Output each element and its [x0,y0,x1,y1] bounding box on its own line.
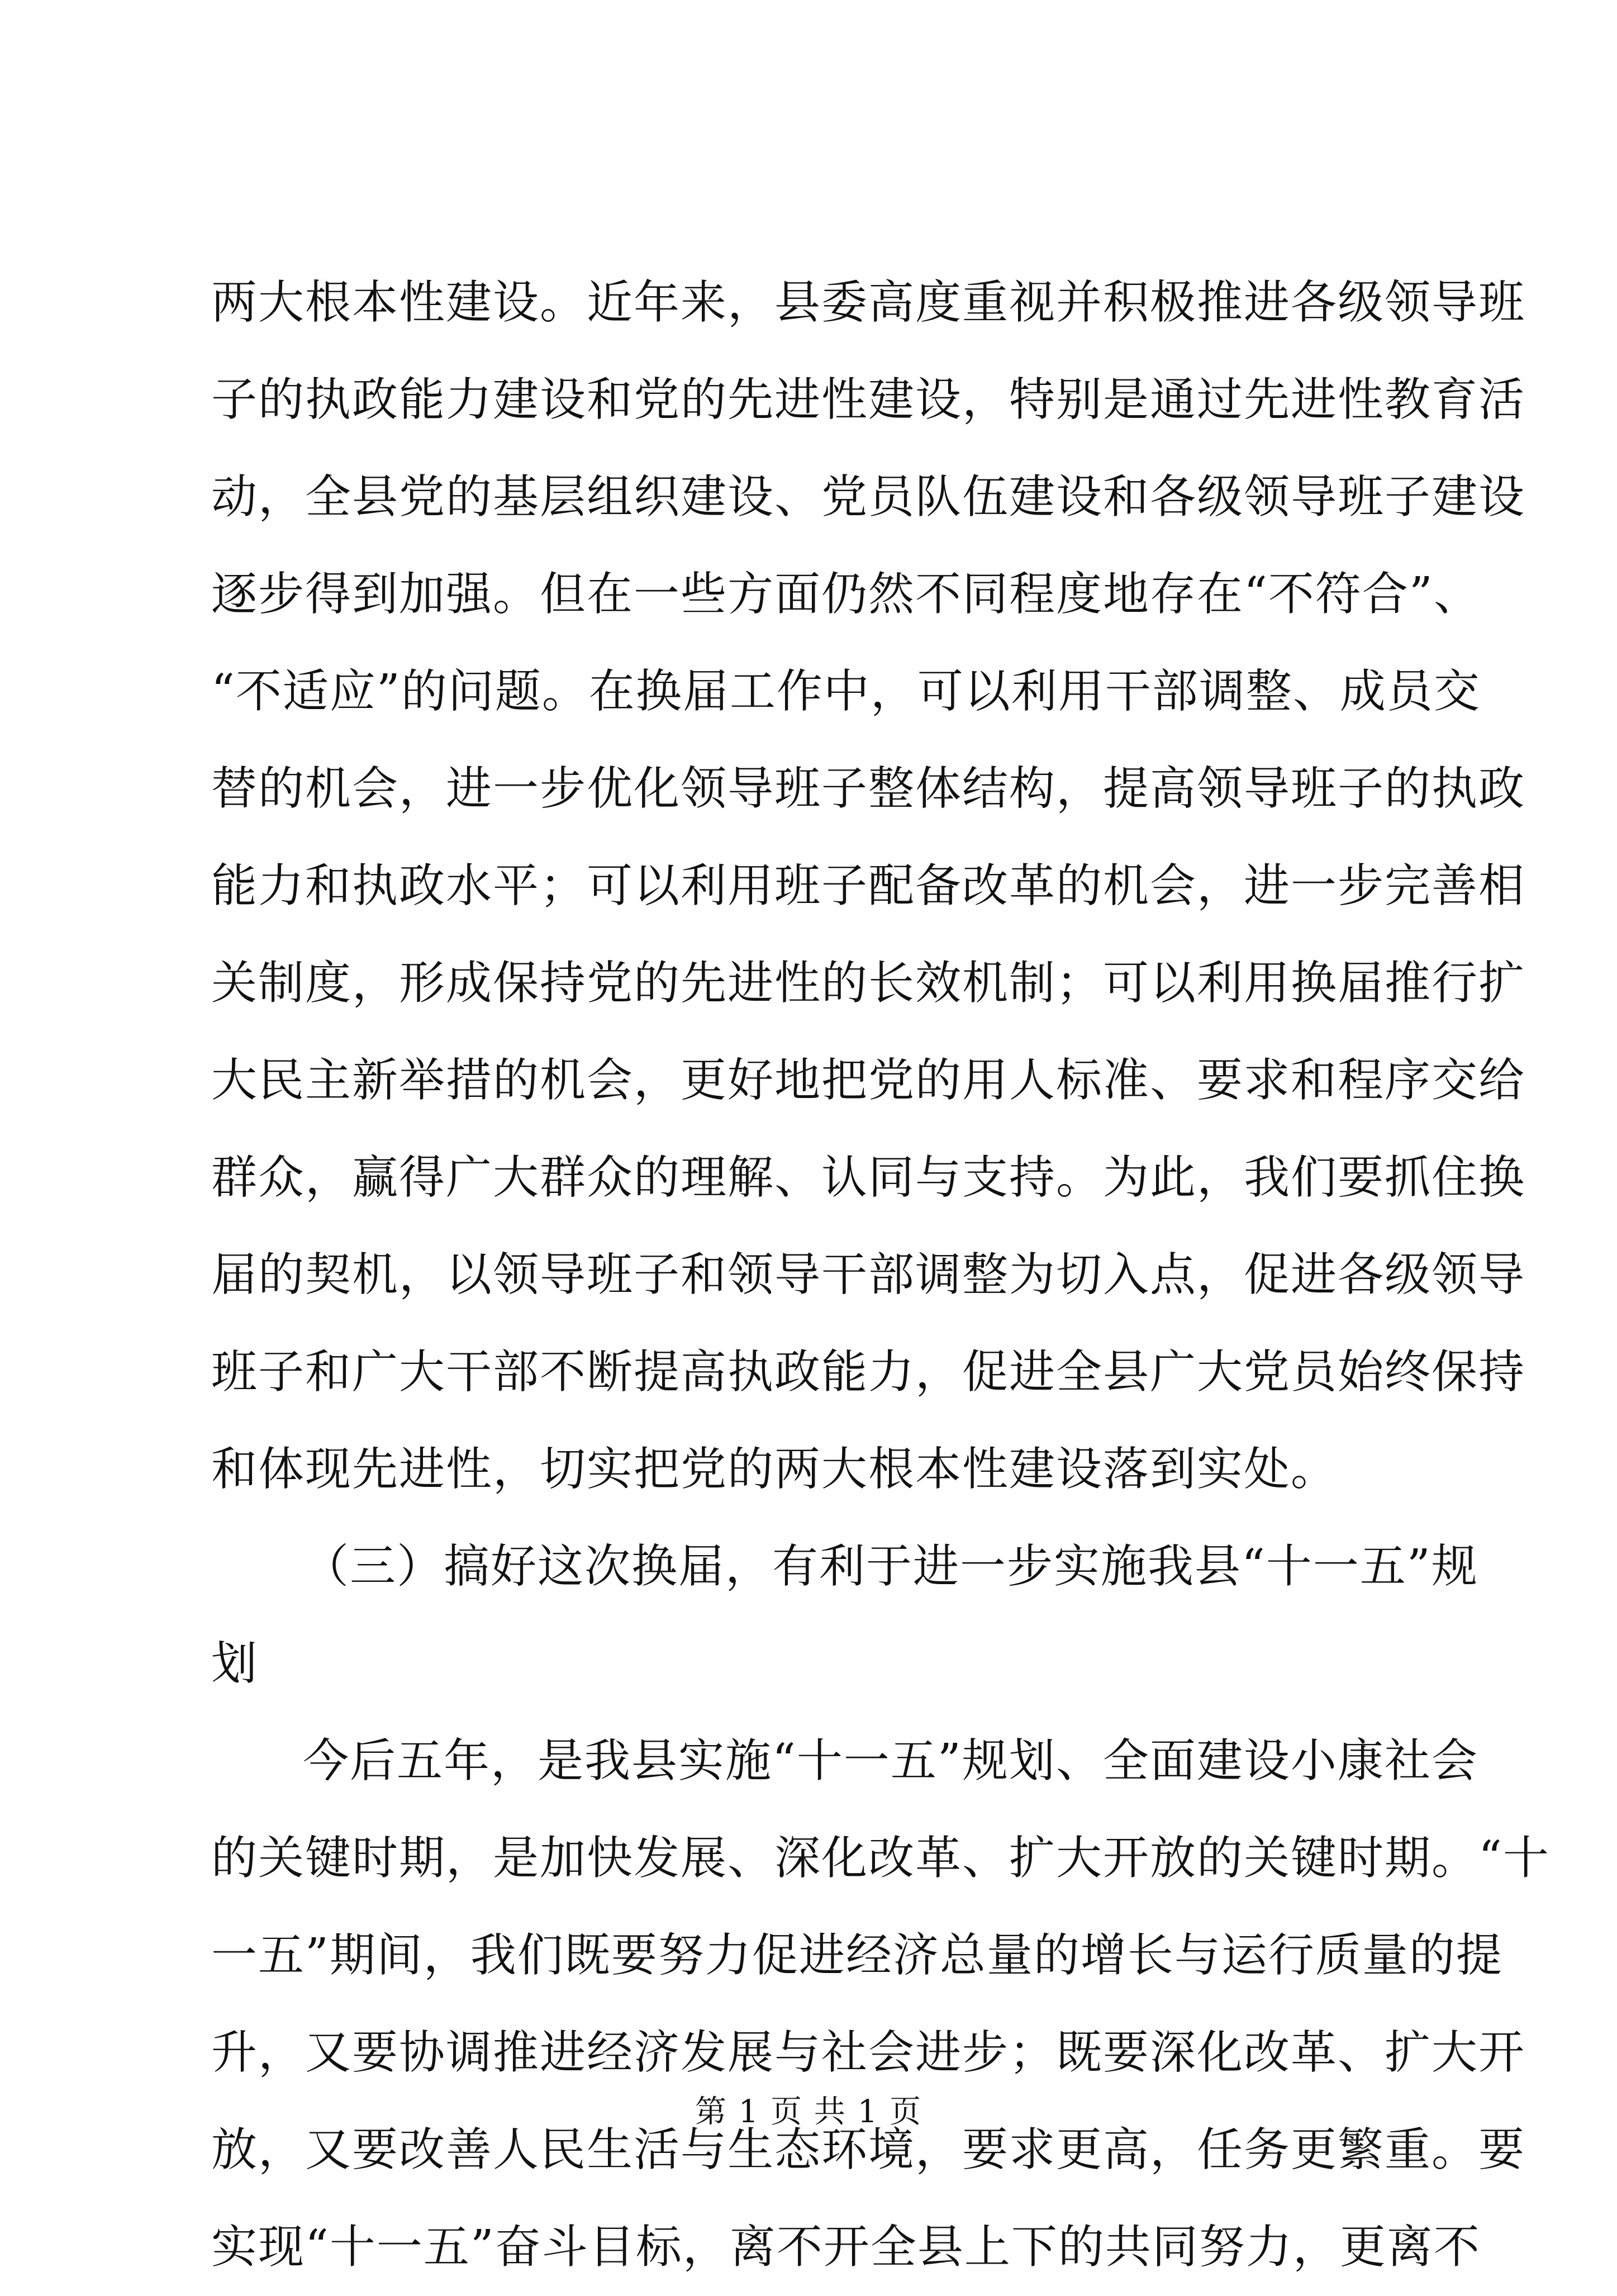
text-line: “不适应”的问题。在换届工作中，可以利用干部调整、成员交 [211,665,1481,718]
text-line: 能力和执政水平；可以利用班子配备改革的机会，进一步完善相 [211,859,1526,912]
paragraph-first-line: 今后五年，是我县实施“十一五”规划、全面建设小康社会 [303,1734,1478,1788]
text-line: 关制度，形成保持党的先进性的长效机制；可以利用换届推行扩 [211,957,1526,1010]
text-line: 逐步得到加强。但在一些方面仍然不同程度地存在“不符合”、 [211,568,1481,621]
text-line: 届的契机，以领导班子和领导干部调整为切入点，促进各级领导 [211,1248,1526,1301]
text-line: 群众，赢得广大群众的理解、认同与支持。为此，我们要抓住换 [211,1151,1526,1204]
text-line: 实现“十一五”奋斗目标，离不开全县上下的共同努力，更离不 [211,2221,1481,2274]
body-text [211,254,1550,2296]
text-line: 两大根本性建设。近年来，县委高度重视并积极推进各级领导班 [211,276,1526,329]
text-line: 放，又要改善人民生活与生态环境，要求更高，任务更繁重。要 [211,2123,1526,2176]
text-line: 班子和广大干部不断提高执政能力，促进全县广大党员始终保持 [211,1346,1526,1399]
text-line: 动，全县党的基层组织建设、党员队伍建设和各级领导班子建设 [211,470,1526,524]
page-footer: 第 1 页 共 1 页 [695,2094,922,2130]
text-line: 的关键时期，是加快发展、深化改革、扩大开放的关键时期。“十 [211,1832,1550,1885]
text-line: 子的执政能力建设和党的先进性建设，特别是通过先进性教育活 [211,373,1526,426]
text-line: 大民主新举措的机会，更好地把党的用人标准、要求和程序交给 [211,1054,1526,1107]
text-line: 升，又要协调推进经济发展与社会进步；既要深化改革、扩大开 [211,2026,1526,2079]
text-line: 一五”期间，我们既要努力促进经济总量的增长与运行质量的提 [211,1929,1503,1982]
section-heading: （三）搞好这次换届，有利于进一步实施我县“十一五”规 [303,1540,1478,1593]
paragraph-last-line: 和体现先进性，切实把党的两大根本性建设落到实处。 [211,1443,1338,1496]
text-line: 替的机会，进一步优化领导班子整体结构，提高领导班子的执政 [211,762,1526,815]
section-heading-continuation: 划 [211,1637,259,1690]
